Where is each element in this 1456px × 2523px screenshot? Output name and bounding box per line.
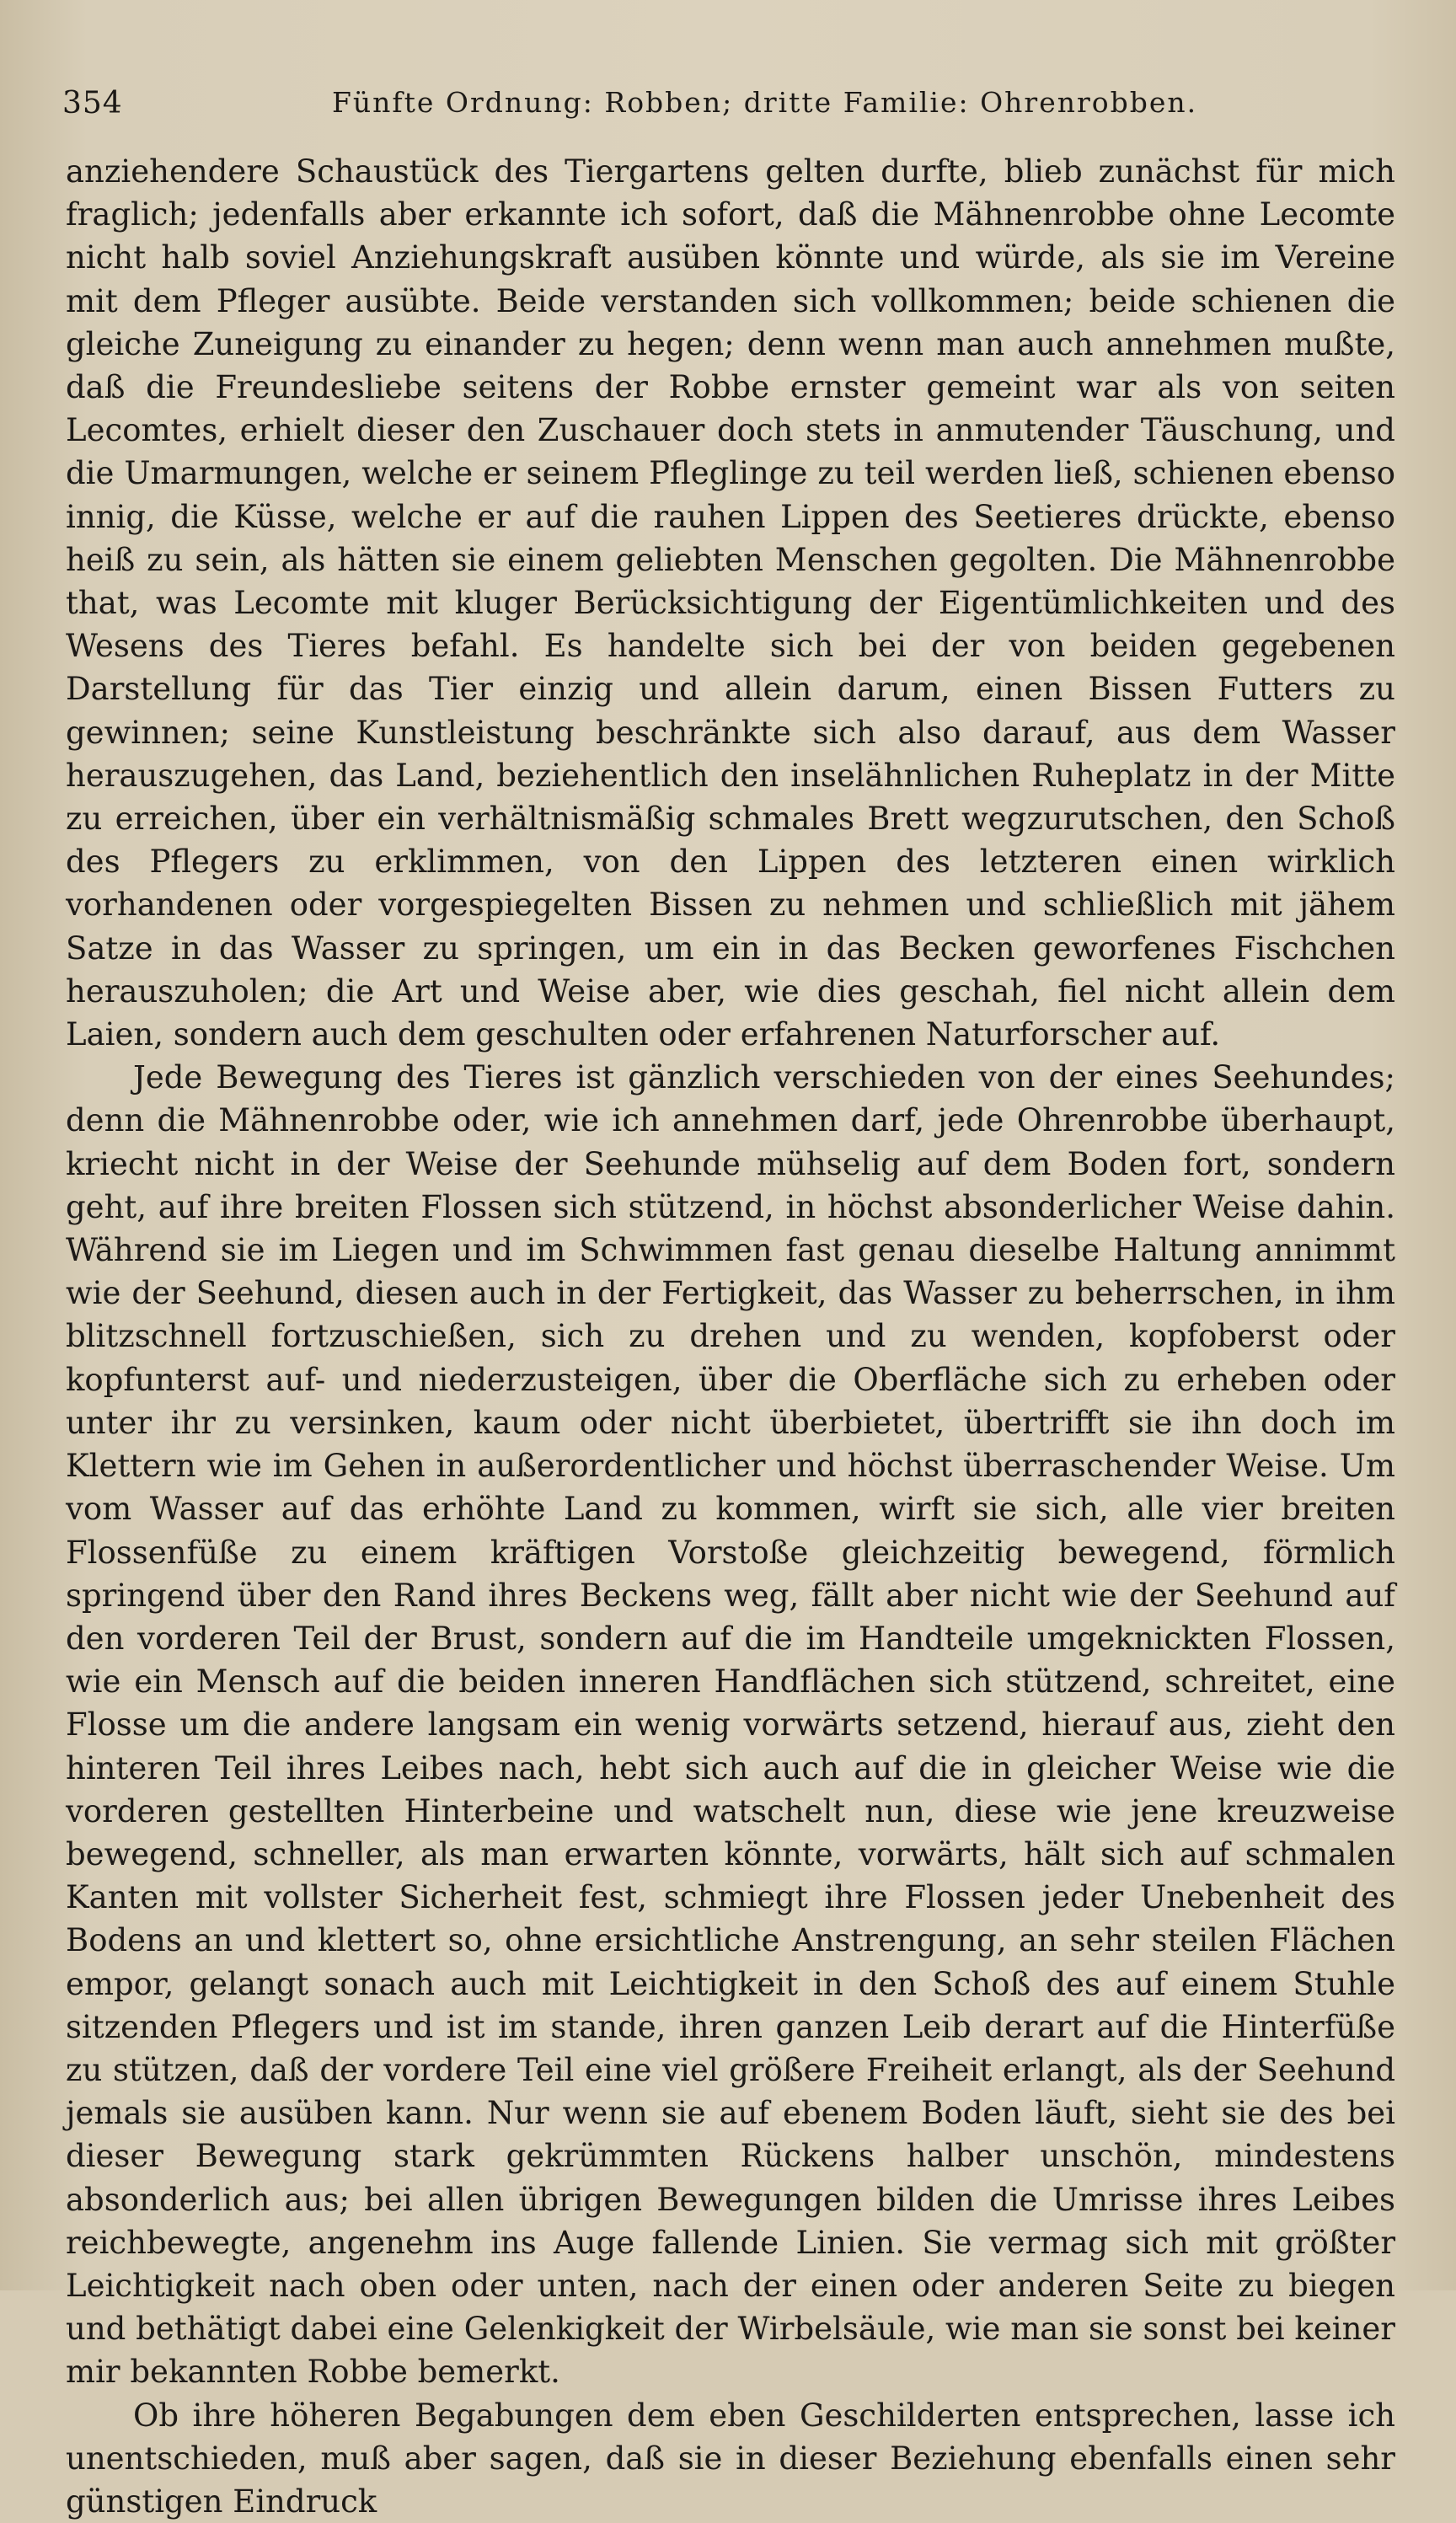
- page-number: 354: [62, 86, 123, 121]
- paragraph-3: Ob ihre höheren Begabungen dem eben Geschilderten entsprechen, lasse ich unentschieden, muß aber sagen, daß sie in dieser Beziehung ebenfalls einen sehr günstigen Eindruck: [66, 2397, 1395, 2520]
- page-header: [62, 78, 1397, 128]
- body-text: [66, 150, 1395, 2523]
- paragraph-2: Jede Bewegung des Tieres ist gänzlich verschieden von der eines Seehundes; denn die Mähnenrobbe oder, wie ich annehmen darf, jede Ohrenrobbe überhaupt, kriecht nicht in der Weise der Seehunde mühselig auf dem Boden fort, sondern geht, auf ihre breiten Flossen sich stützend, in höchst absonderlicher Weise dahin. Während sie im Liegen und im Schwimmen fast genau dieselbe Haltung annimmt wie der Seehund, diesen auch in der Fertigkeit, das Wasser zu beherrschen, in ihm blitzschnell fortzuschießen, sich zu drehen und zu wenden, kopfoberst oder kopfunterst auf- und niederzusteigen, über die Oberfläche sich zu erheben oder unter ihr zu versinken, kaum oder nicht überbietet, übertrifft sie ihn doch im Klettern wie im Gehen in außerordentlicher und höchst überraschender Weise. Um vom Wasser auf das erhöhte Land zu kommen, wirft sie sich, alle vier breiten Flossenfüße zu einem kräftigen Vorstoße gleichzeitig bewegend, förmlich springend über den Rand ihres Beckens weg, fällt aber nicht wie der Seehund auf den vorderen Teil der Brust, sondern auf die im Handteile umgeknickten Flossen, wie ein Mensch auf die beiden inneren Handflächen sich stützend, schreitet, eine Flosse um die andere langsam ein wenig vorwärts setzend, hierauf aus, zieht den hinteren Teil ihres Leibes nach, hebt sich auch auf die in gleicher Weise wie die vorderen gestellten Hinterbeine und watschelt nun, diese wie jene kreuzweise bewegend, schneller, als man erwarten könnte, vorwärts, hält sich auf schmalen Kanten mit vollster Sicherheit fest, schmiegt ihre Flossen jeder Unebenheit des Bodens an und klettert so, ohne ersichtliche Anstrengung, an sehr steilen Flächen empor, gelangt sonach auch mit Leichtigkeit in den Schoß des auf einem Stuhle sitzenden Pflegers und ist im stande, ihren ganzen Leib derart auf die Hinterfüße zu stützen, daß der vordere Teil eine viel größere Freiheit erlangt, als der Seehund jemals sie ausüben kann. Nur wenn sie auf ebenem Boden läuft, sieht sie des bei dieser Bewegung stark gekrümmten Rückens halber unschön, mindestens absonderlich aus; bei allen übrigen Bewegungen bilden die Umrisse ihres Leibes reichbewegte, angenehm ins Auge fallende Linien. Sie vermag sich mit größter Leichtigkeit nach oben oder unten, nach der einen oder anderen Seite zu biegen und bethätigt dabei eine Gelenkigkeit der Wirbelsäule, wie man sie sonst bei keiner mir bekannten Robbe bemerkt.: [66, 1059, 1395, 2391]
- running-head: Fünfte Ordnung: Robben; dritte Familie: Ohrenrobben.: [332, 86, 1198, 119]
- paragraph-1: anziehendere Schaustück des Tiergartens gelten durfte, blieb zunächst für mich fraglich; jedenfalls aber erkannte ich sofort, daß die Mähnenrobbe ohne Lecomte nicht halb soviel Anziehungskraft ausüben könnte und würde, als sie im Vereine mit dem Pfleger ausübte. Beide verstanden sich vollkommen; beide schienen die gleiche Zuneigung zu einander zu hegen; denn wenn man auch annehmen mußte, daß die Freundesliebe seitens der Robbe ernster gemeint war als von seiten Lecomtes, erhielt dieser den Zuschauer doch stets in anmutender Täuschung, und die Umarmungen, welche er seinem Pfleglinge zu teil werden ließ, schienen ebenso innig, die Küsse, welche er auf die rauhen Lippen des Seetieres drückte, ebenso heiß zu sein, als hätten sie einem geliebten Menschen gegolten. Die Mähnenrobbe that, was Lecomte mit kluger Berücksichtigung der Eigentümlichkeiten und des Wesens des Tieres befahl. Es handelte sich bei der von beiden gegebenen Darstellung für das Tier einzig und allein darum, einen Bissen Futters zu gewinnen; seine Kunstleistung beschränkte sich also darauf, aus dem Wasser herauszugehen, das Land, beziehentlich den inselähnlichen Ruheplatz in der Mitte zu erreichen, über ein verhältnismäßig schmales Brett wegzurutschen, den Schoß des Pflegers zu erklimmen, von den Lippen des letzteren einen wirklich vorhandenen oder vorgespiegelten Bissen zu nehmen und schließlich mit jähem Satze in das Wasser zu springen, um ein in das Becken geworfenes Fischchen herauszuholen; die Art und Weise aber, wie dies geschah, fiel nicht allein dem Laien, sondern auch dem geschulten oder erfahrenen Naturforscher auf.: [66, 153, 1395, 1053]
